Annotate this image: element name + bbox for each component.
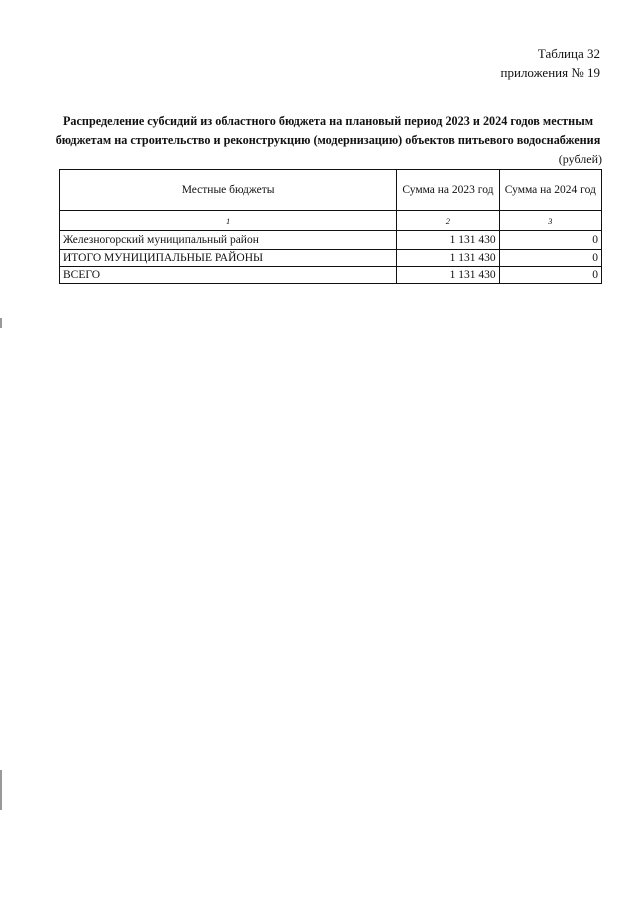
row-value-2024: 0: [499, 250, 601, 267]
units-label: (рублей): [558, 152, 602, 166]
column-header-2023-text: Сумма на 2023 год: [402, 183, 494, 196]
row-value-2023: 1 131 430: [397, 250, 499, 267]
column-number: 3: [499, 211, 601, 231]
table-row-total: [60, 267, 602, 284]
row-value-2023: 1 131 430: [397, 267, 499, 284]
row-value-2024: 0: [499, 267, 601, 284]
appendix-number: приложения № 19: [500, 65, 600, 80]
table-number: Таблица 32: [537, 46, 600, 61]
scan-artifact: [0, 318, 2, 328]
column-header-2024-text: Сумма на 2024 год: [504, 183, 596, 196]
column-header-budgets: Местные бюджеты: [60, 170, 397, 211]
table-row: [60, 231, 602, 250]
row-value-2024: 0: [499, 231, 601, 250]
row-value-2023: 1 131 430: [397, 231, 499, 250]
column-number-row: [60, 211, 602, 231]
scan-artifact: [0, 770, 2, 810]
row-name: Железногорский муниципальный район: [60, 231, 397, 250]
table-row-subtotal: [60, 250, 602, 267]
row-name: ВСЕГО: [60, 267, 397, 284]
header-right: [501, 44, 600, 82]
table-header-row: [60, 170, 602, 211]
column-header-2024: [499, 170, 601, 211]
column-number: 2: [397, 211, 499, 231]
subsidy-table: [59, 169, 602, 284]
document-title: Распределение субсидий из областного бюджета на плановый период 2023 и 2024 годов местным бюджетам на строительство и реконструкцию (модернизацию) объектов питьевого водоснабжения: [55, 114, 601, 147]
column-header-2023: [397, 170, 499, 211]
column-number: 1: [60, 211, 397, 231]
row-name: ИТОГО МУНИЦИПАЛЬНЫЕ РАЙОНЫ: [60, 250, 397, 267]
